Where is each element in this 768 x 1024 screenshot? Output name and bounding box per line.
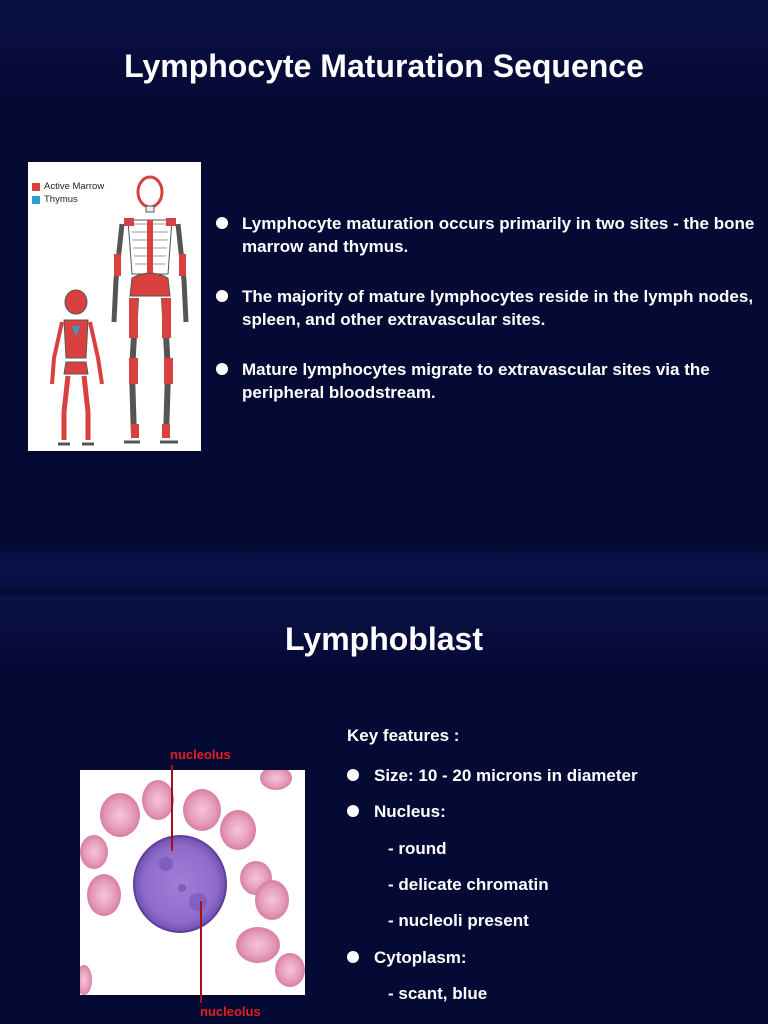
nucleolus-label-bottom: nucleolus: [200, 1004, 261, 1019]
sub-item: - delicate chromatin: [388, 875, 549, 894]
nucleolus-label-top: nucleolus: [170, 747, 231, 762]
bullet-text: Nucleus:: [374, 802, 446, 821]
bullet-text: Size: 10 - 20 microns in diameter: [374, 766, 638, 785]
sub-item: - scant, blue: [388, 984, 488, 1003]
skeleton-illustration: [28, 162, 201, 451]
lymphoblast-micrograph: [80, 770, 305, 995]
bullet-icon: [216, 363, 228, 375]
skeleton-figure: [28, 162, 201, 451]
bullet-item: [216, 285, 756, 331]
sub-item: - nucleoli present: [388, 911, 529, 930]
legend-label: Thymus: [44, 194, 78, 205]
sub-item: - round: [388, 839, 447, 858]
bullet-item: [216, 358, 756, 404]
bullet-item-cytoplasm: [347, 948, 467, 968]
slide-title: Lymphocyte Maturation Sequence: [124, 48, 644, 84]
bullet-icon: [347, 951, 359, 963]
child-skeleton: [52, 290, 102, 444]
slide-title: Lymphoblast: [285, 621, 483, 657]
bullet-icon: [216, 290, 228, 302]
bullet-text: Mature lymphocytes migrate to extravascular sites via the peripheral bloodstream.: [242, 360, 710, 402]
bullet-list: [216, 212, 756, 431]
slide-divider: [0, 543, 768, 595]
bullet-text: Lymphocyte maturation occurs primarily in two sites - the bone marrow and thymus.: [242, 214, 755, 256]
pointer-line-bottom: [200, 901, 202, 1003]
slide-lymphoblast: [0, 595, 768, 1024]
bullet-text: Cytoplasm:: [374, 948, 467, 967]
bullet-icon: [347, 805, 359, 817]
bullet-icon: [216, 217, 228, 229]
pointer-line-top: [171, 765, 173, 851]
bullet-item: [216, 212, 756, 258]
key-features-heading: Key features :: [347, 726, 460, 745]
adult-skeleton: [114, 177, 186, 442]
bullet-item-size: [347, 766, 638, 786]
lymphoblast-image: [80, 770, 305, 995]
legend-label: Active Marrow: [44, 181, 105, 192]
bullet-text: The majority of mature lymphocytes reside in the lymph nodes, spleen, and other extravascular sites.: [242, 287, 754, 329]
bullet-item-nucleus: [347, 802, 446, 822]
bullet-icon: [347, 769, 359, 781]
